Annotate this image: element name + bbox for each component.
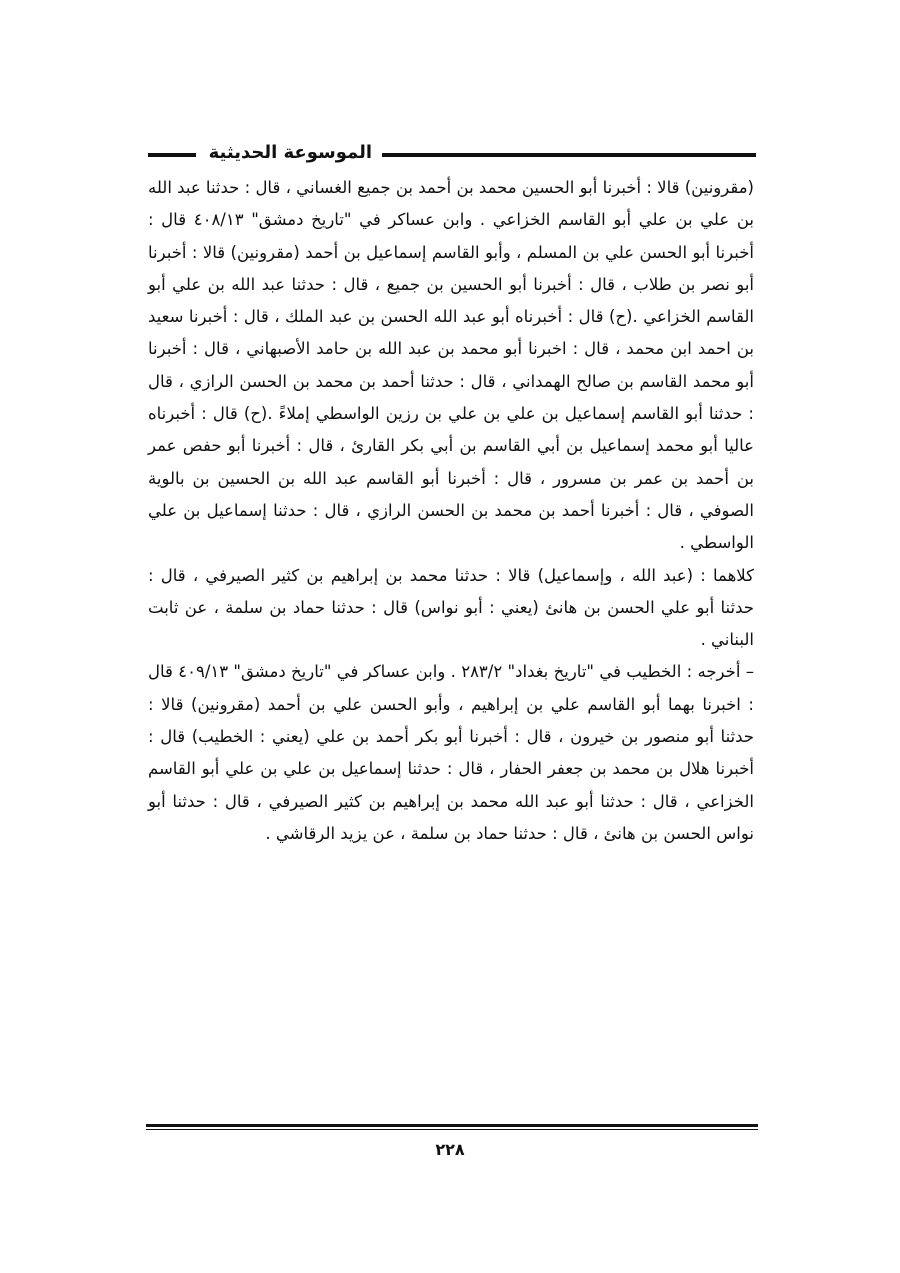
main-text <box>148 172 754 850</box>
header-rule-left <box>148 153 196 157</box>
paragraph-isnad-chains: (مقرونين) قالا : أخبرنا أبو الحسين محمد بن أحمد بن جميع الغساني ، قال : حدثنا عبد الله بن علي بن علي أبو القاسم الخزاعي . وابن عساكر في "تاريخ دمشق" ٤٠٨/١٣ قال : أخبرنا أبو الحسن علي بن المسلم ، وأبو القاسم إسماعيل بن أحمد (مقرونين) قالا : أخبرنا أبو نصر بن طلاب ، قال : أخبرنا أبو الحسين بن جميع ، قال : حدثنا عبد الله بن علي أبو القاسم الخزاعي .(ح) قال : أخبرناه أبو عبد الله الحسن بن عبد الملك ، قال : أخبرنا سعيد بن احمد ابن محمد ، قال : اخبرنا أبو محمد بن عبد الله بن حامد الأصبهاني ، قال : أخبرنا أبو محمد القاسم بن صالح الهمداني ، قال : حدثنا أحمد بن محمد بن الحسن الرازي ، قال : حدثنا أبو القاسم إسماعيل بن علي بن علي بن رزين الواسطي إملاءً .(ح) قال : أخبرناه عاليا أبو محمد إسماعيل بن أبي القاسم بن أبي بكر القارئ ، قال : أخبرنا أبو حفص عمر بن أحمد بن عمر بن مسرور ، قال : أخبرنا أبو القاسم عبد الله بن الحسين بن بالوية الصوفي ، قال : أخبرنا أحمد بن محمد بن الحسن الرازي ، قال : حدثنا إسماعيل بن علي الواسطي . <box>148 178 755 553</box>
header-rule-right <box>382 153 756 157</box>
page-title: الموسوعة الحديثية <box>208 142 372 163</box>
page-header <box>148 140 756 170</box>
paragraph-common-link: كلاهما : (عبد الله ، وإسماعيل) قالا : حدثنا محمد بن إبراهيم بن كثير الصيرفي ، قال : حدثنا أبو علي الحسن بن هانئ (يعني : أبو نواس) قال : حدثنا حماد بن سلمة ، عن ثابت البناني . <box>148 565 754 650</box>
page-number: ٢٢٨ <box>435 1140 465 1159</box>
paragraph-takhrij: – أخرجه : الخطيب في "تاريخ بغداد" ٢٨٣/٢ . وابن عساكر في "تاريخ دمشق" ٤٠٩/١٣ قال : اخبرنا بهما أبو القاسم علي بن إبراهيم ، وأبو الحسن علي بن أحمد (مقرونين) قالا : حدثنا أبو منصور بن خيرون ، قال : أخبرنا أبو بكر أحمد بن علي (يعني : الخطيب) قال : أخبرنا هلال بن محمد بن جعفر الحفار ، قال : حدثنا إسماعيل بن علي بن علي أبو القاسم الخزاعي ، قال : حدثنا أبو عبد الله محمد بن إبراهيم بن كثير الصيرفي ، قال : حدثنا أبو نواس الحسن بن هانئ ، قال : حدثنا حماد بن سلمة ، عن يزيد الرقاشي . <box>148 662 755 843</box>
footer-rule-thick <box>146 1124 758 1127</box>
footer-rule-thin <box>146 1129 758 1130</box>
